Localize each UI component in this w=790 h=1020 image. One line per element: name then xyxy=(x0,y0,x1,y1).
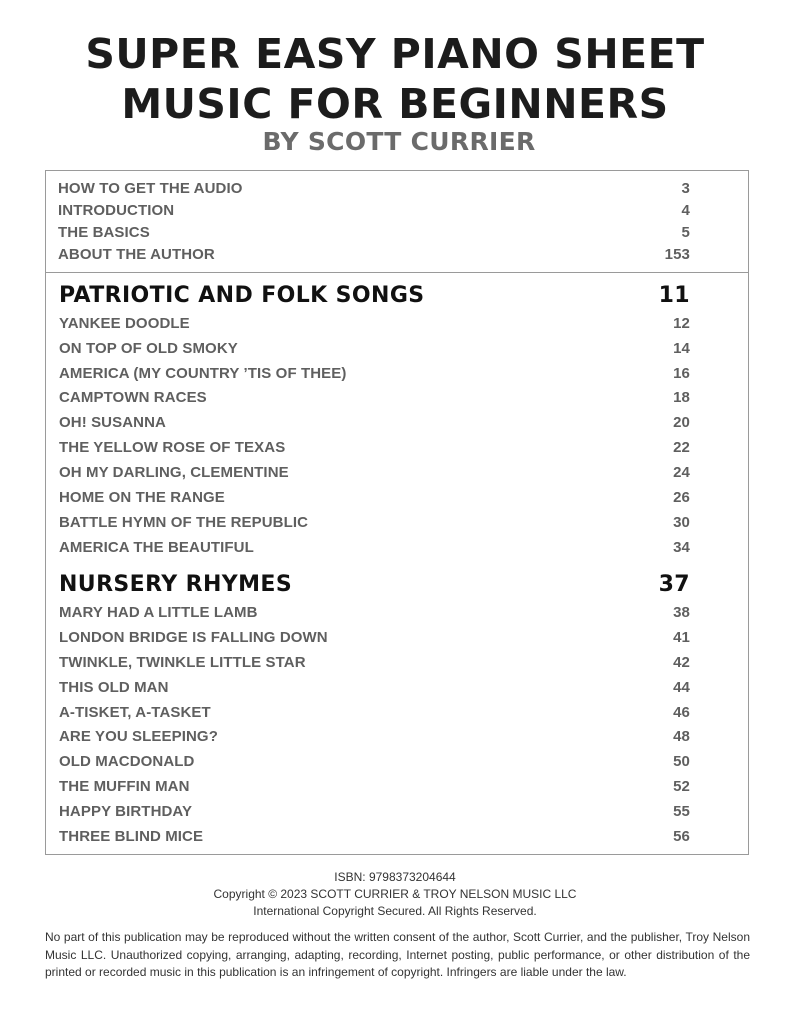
toc-entry-label: AMERICA (MY COUNTRY ’TIS OF THEE) xyxy=(59,365,347,382)
toc-entry-label: INTRODUCTION xyxy=(58,202,175,219)
toc-entry-label: OLD MACDONALD xyxy=(59,753,195,770)
toc-entry-introduction[interactable] xyxy=(58,202,690,219)
toc-entry-audio[interactable] xyxy=(58,180,690,197)
toc-entry-song[interactable] xyxy=(59,753,690,770)
toc-entry-page: 5 xyxy=(681,224,690,241)
toc-entry-song[interactable] xyxy=(59,828,690,845)
section-page: 37 xyxy=(658,572,690,597)
toc-entry-song[interactable] xyxy=(59,778,690,795)
toc-entry-label: THE BASICS xyxy=(58,224,150,241)
toc-entry-song[interactable] xyxy=(59,439,690,456)
toc-entry-label: AMERICA THE BEAUTIFUL xyxy=(59,539,254,556)
toc-divider xyxy=(46,272,748,273)
toc-entry-page: 26 xyxy=(673,489,690,506)
toc-entry-label: HOW TO GET THE AUDIO xyxy=(58,180,243,197)
toc-entry-song[interactable] xyxy=(59,514,690,531)
toc-entry-page: 55 xyxy=(673,803,690,820)
legal-disclaimer: No part of this publication may be reproduced without the written consent of the author, Scott Currier, and the publisher, Troy Nelson Music LLC. Unauthorized copying, arranging, adapting, recording, Internet posting, public performance, or other distribution of the printed or recorded music in this publication is an infringement of copyright. Infringers are liable under the law. xyxy=(45,930,750,979)
toc-entry-page: 41 xyxy=(673,629,690,646)
rights-notice: International Copyright Secured. All Rights Reserved. xyxy=(253,904,537,918)
toc-entry-page: 42 xyxy=(673,654,690,671)
toc-entry-label: TWINKLE, TWINKLE LITTLE STAR xyxy=(59,654,306,671)
toc-entry-page: 52 xyxy=(673,778,690,795)
toc-entry-page: 14 xyxy=(673,340,690,357)
section-heading-nursery-rhymes[interactable] xyxy=(59,572,690,597)
toc-entry-label: BATTLE HYMN OF THE REPUBLIC xyxy=(59,514,309,531)
toc-entry-page: 20 xyxy=(673,414,690,431)
toc-entry-label: THREE BLIND MICE xyxy=(59,828,204,845)
toc-entry-label: LONDON BRIDGE IS FALLING DOWN xyxy=(59,629,328,646)
section-title: PATRIOTIC AND FOLK SONGS xyxy=(59,283,425,308)
section-title: NURSERY RHYMES xyxy=(59,572,293,597)
toc-entry-about-author[interactable] xyxy=(58,246,690,263)
toc-entry-label: THE YELLOW ROSE OF TEXAS xyxy=(59,439,286,456)
toc-entry-page: 48 xyxy=(673,728,690,745)
toc-entry-page: 30 xyxy=(673,514,690,531)
table-of-contents xyxy=(45,170,749,855)
toc-entry-page: 50 xyxy=(673,753,690,770)
toc-entry-label: YANKEE DOODLE xyxy=(59,315,190,332)
toc-entry-label: ARE YOU SLEEPING? xyxy=(59,728,218,745)
section-heading-patriotic-folk[interactable] xyxy=(59,283,690,308)
book-title-line-2: MUSIC FOR BEGINNERS xyxy=(121,80,669,128)
toc-entry-page: 4 xyxy=(681,202,690,219)
toc-entry-label: THE MUFFIN MAN xyxy=(59,778,190,795)
toc-entry-song[interactable] xyxy=(59,629,690,646)
toc-entry-song[interactable] xyxy=(59,654,690,671)
toc-entry-page: 34 xyxy=(673,539,690,556)
toc-entry-label: ON TOP OF OLD SMOKY xyxy=(59,340,238,357)
toc-entry-song[interactable] xyxy=(59,728,690,745)
toc-entry-song[interactable] xyxy=(59,464,690,481)
copyright-notice: Copyright © 2023 SCOTT CURRIER & TROY NELSON MUSIC LLC xyxy=(213,887,577,901)
author-byline: BY SCOTT CURRIER xyxy=(262,127,536,156)
toc-entry-label: HOME ON THE RANGE xyxy=(59,489,225,506)
toc-entry-page: 22 xyxy=(673,439,690,456)
toc-entry-label: ABOUT THE AUTHOR xyxy=(58,246,215,263)
toc-entry-song[interactable] xyxy=(59,539,690,556)
toc-entry-page: 44 xyxy=(673,679,690,696)
toc-entry-label: MARY HAD A LITTLE LAMB xyxy=(59,604,258,621)
toc-entry-label: CAMPTOWN RACES xyxy=(59,389,207,406)
toc-entry-label: HAPPY BIRTHDAY xyxy=(59,803,193,820)
toc-entry-song[interactable] xyxy=(59,315,690,332)
toc-entry-page: 3 xyxy=(681,180,690,197)
toc-entry-label: OH! SUSANNA xyxy=(59,414,166,431)
toc-entry-label: THIS OLD MAN xyxy=(59,679,169,696)
toc-entry-song[interactable] xyxy=(59,340,690,357)
toc-entry-page: 24 xyxy=(673,464,690,481)
toc-entry-page: 18 xyxy=(673,389,690,406)
section-page: 11 xyxy=(658,283,690,308)
toc-entry-basics[interactable] xyxy=(58,224,690,241)
book-title-line-1: SUPER EASY PIANO SHEET xyxy=(85,30,705,78)
toc-entry-song[interactable] xyxy=(59,389,690,406)
toc-entry-song[interactable] xyxy=(59,489,690,506)
toc-entry-page: 56 xyxy=(673,828,690,845)
toc-entry-song[interactable] xyxy=(59,604,690,621)
toc-entry-page: 46 xyxy=(673,704,690,721)
isbn: ISBN: 9798373204644 xyxy=(334,870,456,884)
toc-entry-song[interactable] xyxy=(59,365,690,382)
toc-entry-song[interactable] xyxy=(59,704,690,721)
toc-entry-page: 38 xyxy=(673,604,690,621)
toc-entry-song[interactable] xyxy=(59,803,690,820)
toc-entry-page: 153 xyxy=(664,246,690,263)
toc-entry-song[interactable] xyxy=(59,679,690,696)
toc-entry-song[interactable] xyxy=(59,414,690,431)
toc-entry-page: 12 xyxy=(673,315,690,332)
toc-entry-label: A-TISKET, A-TASKET xyxy=(59,704,211,721)
toc-entry-page: 16 xyxy=(673,365,690,382)
toc-entry-label: OH MY DARLING, CLEMENTINE xyxy=(59,464,289,481)
